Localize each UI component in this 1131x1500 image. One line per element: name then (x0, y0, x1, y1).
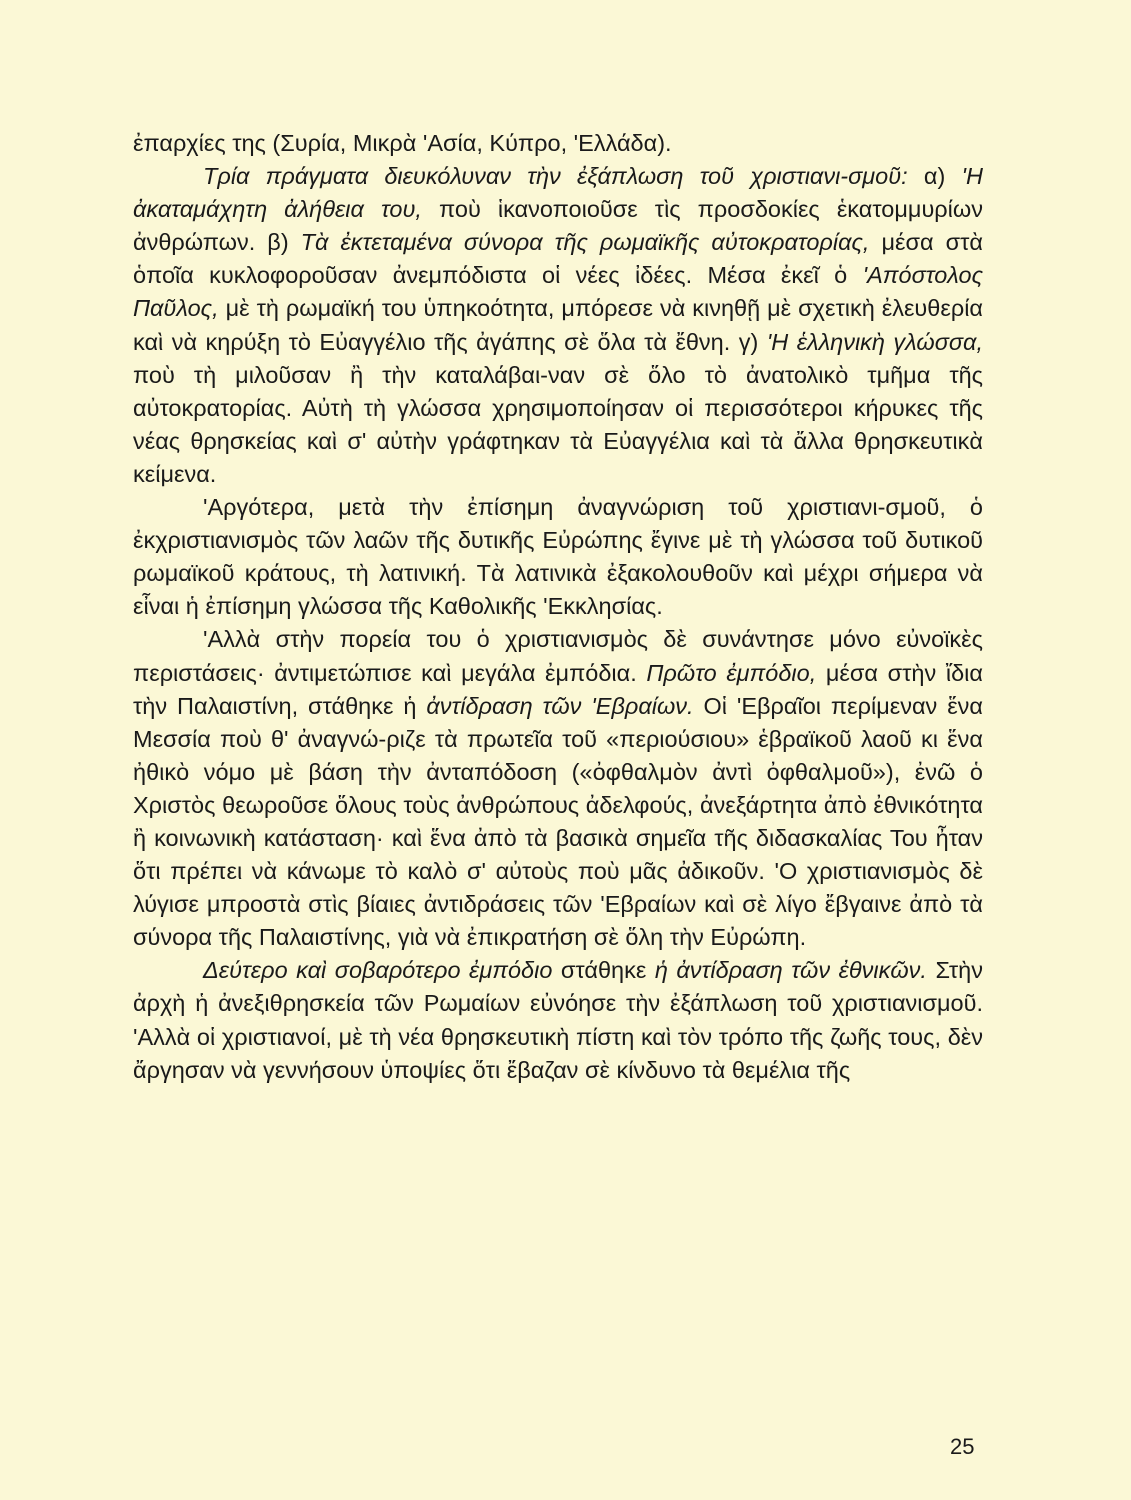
italic-run: Δεύτερο καὶ σοβαρότερο ἐμπόδιο (203, 957, 553, 984)
paragraph-2 (133, 160, 983, 491)
paragraph-4 (133, 623, 983, 954)
italic-run: Τὰ ἐκτεταμένα σύνορα τῆς ρωμαϊκῆς αὐτοκρατορίας, (300, 229, 870, 256)
text-run: α) (907, 163, 962, 190)
italic-run: 'Απόστολος Παῦλος, (133, 262, 983, 322)
italic-run: ἡ ἀντίδραση τῶν ἐθνικῶν. (654, 957, 927, 984)
text-run: Οἱ 'Εβραῖοι περίμεναν ἕνα Μεσσία ποὺ θ' ἀναγνώ-ριζε τὰ πρωτεῖα τοῦ «περιούσιου» ἑβραϊκοῦ λαοῦ κι ἕνα ἠθικὸ νόμο μὲ βάση τὴν ἀνταπόδοση («ὀφθαλμὸν ἀντὶ ὀφθαλμοῦ»), ἐνῶ ὁ Χριστὸς θεωροῦσε ὅλους τοὺς ἀνθρώπους ἀδελφούς, ἀνεξάρτητα ἀπὸ ἐθνικότητα ἢ κοινωνικὴ κατάσταση· καὶ ἕνα ἀπὸ τὰ βασικὰ σημεῖα τῆς διδασκαλίας Του ἦταν ὅτι πρέπει νὰ κάνωμε τὸ καλὸ σ' αὐτοὺς ποὺ μᾶς ἀδικοῦν. 'Ο χριστιανισμὸς δὲ λύγισε μπροστὰ στὶς βίαιες ἀντιδράσεις τῶν 'Εβραίων καὶ σὲ λίγο ἔβγαινε ἀπὸ τὰ σύνορα τῆς Παλαιστίνης, γιὰ νὰ ἐπικρατήση σὲ ὅλη τὴν Εὐρώπη. (133, 692, 984, 951)
italic-run: 'Η ἑλληνικὴ γλώσσα, (766, 328, 983, 355)
text-run: ποὺ τὴ μιλοῦσαν ἢ τὴν καταλάβαι-ναν σὲ ὅλο τὸ ἀνατολικὸ τμῆμα τῆς αὐτοκρατορίας. Αὐτὴ τὴ γλώσσα χρησιμοποίησαν οἱ περισσότεροι κήρυκες τῆς νέας θρησκείας καὶ σ' αὐτὴν γράφτηκαν τὰ Εὐαγγέλια καὶ τὰ ἄλλα θρησκευτικὰ κείμενα. (133, 361, 983, 487)
italic-run: 'Η ἀκαταμάχητη ἀλήθεια του, (133, 163, 983, 223)
text-run: στάθηκε (552, 957, 655, 984)
italic-run: Τρία πράγματα διευκόλυναν τὴν ἐξάπλωση τοῦ χριστιανι-σμοῦ: (203, 163, 908, 190)
italic-run: Πρῶτο ἐμπόδιο, (646, 659, 817, 686)
italic-run: ἀντίδραση τῶν 'Εβραίων. (426, 692, 694, 719)
text-run: μὲ τὴ ρωμαϊκή του ὑπηκοότητα, μπόρεσε νὰ κινηθῇ μὲ σχετικὴ ἐλευθερία καὶ νὰ κηρύξη τὸ Εὐαγγέλιο τῆς ἀγάπης σὲ ὅλα τὰ ἔθνη. γ) (133, 295, 983, 355)
text-run: ποὺ ἱκανοποιοῦσε τὶς προσδοκίες ἑκατομμυρίων ἀνθρώπων. β) (133, 196, 983, 256)
text-run: 'Αργότερα, μετὰ τὴν ἐπίσημη ἀναγνώριση τοῦ χριστιανι-σμοῦ, ὁ ἐκχριστιανισμὸς τῶν λαῶν τῆς δυτικῆς Εὐρώπης ἔγινε μὲ τὴ γλώσσα τοῦ δυτικοῦ ρωμαϊκοῦ κράτους, τὴ λατινική. Τὰ λατινικὰ ἐξακολουθοῦν καὶ μέχρι σήμερα νὰ εἶναι ἡ ἐπίσημη γλώσσα τῆς Καθολικῆς 'Εκκλησίας. (133, 494, 983, 620)
text-run: Στὴν ἀρχὴ ἡ ἀνεξιθρησκεία τῶν Ρωμαίων εὐνόησε τὴν ἐξάπλωση τοῦ χριστιανισμοῦ. 'Αλλὰ οἱ χριστιανοί, μὲ τὴ νέα θρησκευτικὴ πίστη καὶ τὸν τρόπο τῆς ζωῆς τους, δὲν ἄργησαν νὰ γεννήσουν ὑποψίες ὅτι ἔβαζαν σὲ κίνδυνο τὰ θεμέλια τῆς (133, 957, 983, 1083)
document-body (133, 127, 983, 1087)
paragraph-5 (133, 954, 983, 1086)
paragraph-3 (133, 491, 983, 623)
text-run: 'Αλλὰ στὴν πορεία του ὁ χριστιανισμὸς δὲ συνάντησε μόνο εὐνοϊκὲς περιστάσεις· ἀντιμετώπισε καὶ μεγάλα ἐμπόδια. (133, 626, 983, 686)
text-run: μέσα στὴν ἴδια τὴν Παλαιστίνη, στάθηκε ἡ (133, 659, 983, 719)
text-run: ἐπαρχίες της (Συρία, Μικρὰ 'Ασία, Κύπρο, 'Ελλάδα). (133, 130, 672, 156)
page-number: 25 (950, 1434, 975, 1459)
paragraph-1 (133, 127, 983, 160)
text-run: μέσα στὰ ὁποῖα κυκλοφοροῦσαν ἀνεμπόδιστα οἱ νέες ἰδέες. Μέσα ἐκεῖ ὁ (133, 229, 983, 289)
